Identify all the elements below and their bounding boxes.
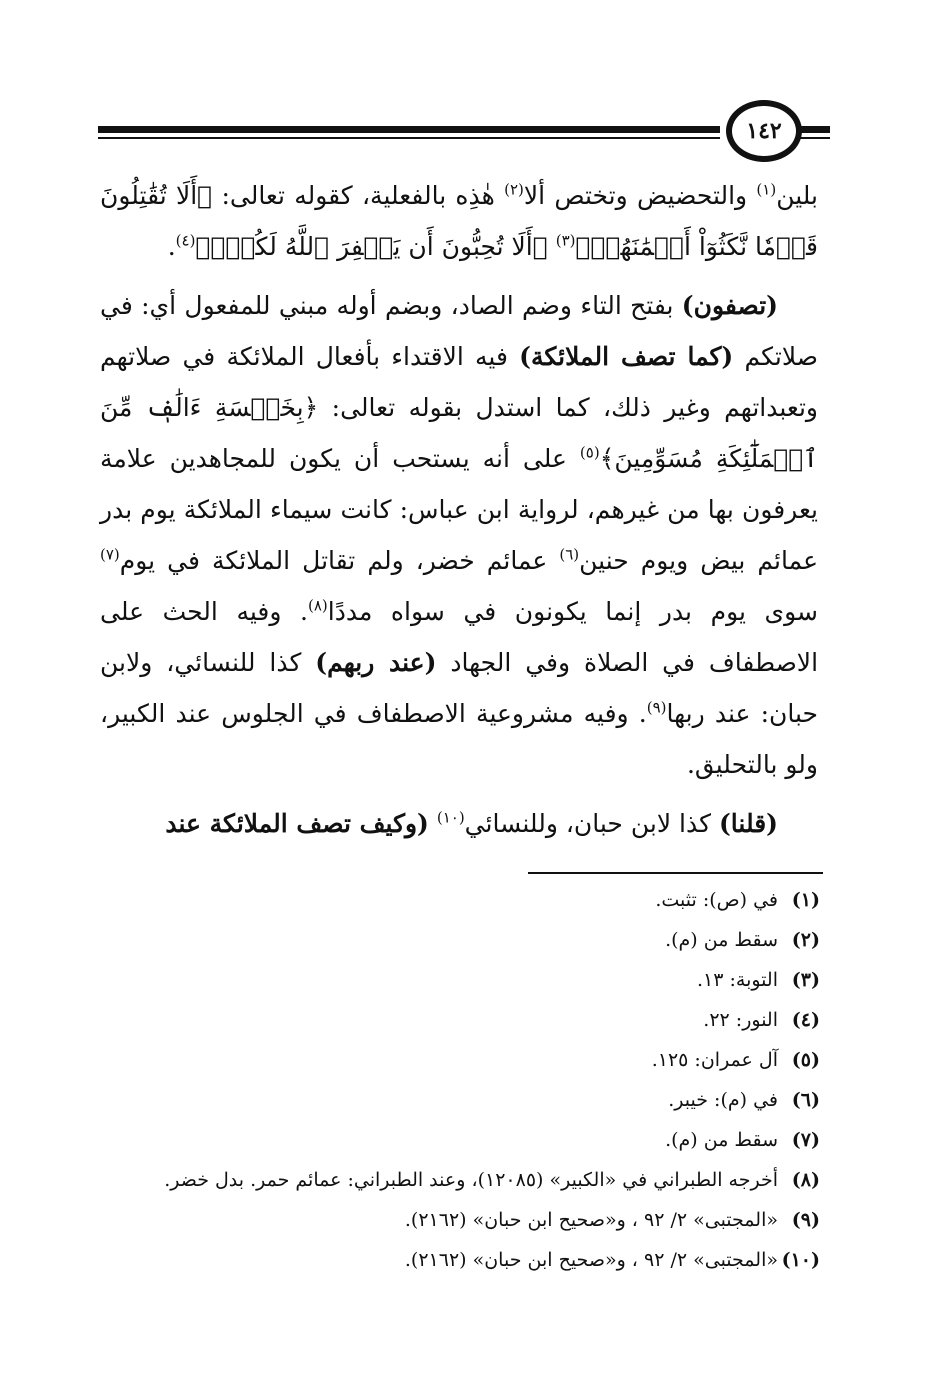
footnote-marker: (١) xyxy=(756,180,777,199)
footnote-number: (٥) xyxy=(791,1049,820,1071)
footnote-marker: (٣) xyxy=(555,231,576,250)
footnote-marker: (٨) xyxy=(307,596,328,615)
text-run: كذا للنسائي، ولابن حبان: عند ربها xyxy=(100,648,818,728)
footnote-number: (٤) xyxy=(791,1009,820,1031)
header-rule-right-thick xyxy=(800,126,830,133)
footnote-text: النور: ٢٢. xyxy=(703,1009,778,1031)
footnote-text: التوبة: ١٣. xyxy=(696,969,778,991)
footnote-text: أخرجه الطبراني في «الكبير» (١٢٠٨٥)، وعند الطبراني: عمائم حمر. بدل خضر. xyxy=(164,1169,778,1191)
footnote-item xyxy=(90,1040,820,1080)
header-rule-right-thin xyxy=(800,137,830,139)
footnote-separator xyxy=(528,872,823,874)
footnote-number: (٨) xyxy=(791,1169,820,1191)
text-run: على أنه يستحب أن يكون للمجاهدين علامة يعرفون بها من غيرهم، لرواية ابن عباس: كانت سيماء الملائكة يوم بدر عمائم بيض ويوم حنين xyxy=(100,444,818,575)
page-header xyxy=(90,100,830,170)
footnote-text: سقط من (م). xyxy=(665,1129,778,1151)
footnote-number: (٢) xyxy=(791,929,820,951)
footnote-number: (٧) xyxy=(791,1129,820,1151)
footnote-item xyxy=(90,1080,820,1120)
main-text xyxy=(100,170,818,857)
text-run: هٰذِه بالفعلية، كقوله تعالى: ﴿أَلَا تُقَٰتِلُونَ قَوۡمٗا نَّكَثُوٓاْ أَيۡمَٰنَهُمۡ﴾ xyxy=(100,181,818,261)
footnote-item xyxy=(90,920,820,960)
footnotes-list xyxy=(90,880,820,1280)
text-run: بلين xyxy=(776,181,818,210)
footnote-item xyxy=(90,960,820,1000)
text-run: . وفيه الحث على الاصطفاف في الصلاة وفي الجهاد xyxy=(100,597,819,677)
text-run: . xyxy=(167,232,176,261)
text-run: بفتح التاء وضم الصاد، وبضم أوله مبني للمفعول أي: في صلاتكم xyxy=(100,291,819,371)
paragraph xyxy=(100,280,818,790)
header-rule-thin xyxy=(98,137,720,139)
paragraph xyxy=(100,170,818,272)
footnote-item xyxy=(90,1200,820,1240)
footnote-text: «المجتبى» ٢/ ٩٢ ، و«صحيح ابن حبان» (٢١٦٢). xyxy=(404,1249,778,1271)
footnote-text: في (م): خيبر. xyxy=(668,1089,778,1111)
footnote-text: آل عمران: ١٢٥. xyxy=(651,1049,778,1071)
footnote-text: «المجتبى» ٢/ ٩٢ ، و«صحيح ابن حبان» (٢١٦٢). xyxy=(404,1209,778,1231)
footnote-marker: (٢) xyxy=(504,180,524,199)
text-run: . وفيه مشروعية الاصطفاف في الجلوس عند الكبير، ولو بالتحليق. xyxy=(100,699,818,779)
footnote-item xyxy=(90,1240,820,1280)
footnote-number: (١٠) xyxy=(781,1249,820,1271)
footnote-marker: (١٠) xyxy=(436,808,465,827)
footnote-number: (٦) xyxy=(791,1089,820,1111)
footnote-marker: (٩) xyxy=(646,698,667,717)
text-run: فيه الاقتداء بأفعال الملائكة في صلاتهم وتعبداتهم وغير ذلك، كما استدل بقوله تعالى: ﴿بِخَمۡسَةِ ءَالَٰفٖ مِّنَ ٱلۡمَلَٰٓئِكَةِ مُسَوِّمِينَ﴾ xyxy=(100,342,819,473)
footnote-item xyxy=(90,1000,820,1040)
bold-quote: (قلنا) xyxy=(718,809,778,838)
bold-quote: (تصفون) xyxy=(681,291,778,320)
page-number-badge xyxy=(726,100,802,162)
footnote-marker: (٧) xyxy=(100,545,120,564)
text-run: عمائم خضر، ولم تقاتل الملائكة في يوم xyxy=(119,546,560,575)
paragraph xyxy=(100,798,818,849)
footnote-number: (٩) xyxy=(791,1209,820,1231)
page-number: ١٤٢ xyxy=(746,118,782,144)
bold-quote: (كما تصف الملائكة) xyxy=(519,342,734,371)
footnote-text: سقط من (م). xyxy=(665,929,778,951)
footnote-item xyxy=(90,880,820,920)
footnote-marker: (٥) xyxy=(579,443,600,462)
footnote-marker: (٤) xyxy=(175,231,196,250)
text-run: سوى يوم بدر إنما يكونون في سواه مددًا xyxy=(327,597,818,626)
footnote-number: (١) xyxy=(791,889,820,911)
text-run: كذا لابن حبان، وللنسائي xyxy=(464,809,719,838)
text-run: ﴿أَلَا تُحِبُّونَ أَن يَغۡفِرَ ٱللَّهُ لَكُمۡۚ﴾ xyxy=(195,232,556,261)
footnote-text: في (ص): تثبت. xyxy=(655,889,778,911)
header-rule-thick xyxy=(98,126,720,133)
text-run: والتحضيض وتختص ألا xyxy=(523,181,757,210)
footnote-item xyxy=(90,1160,820,1200)
text-run xyxy=(429,809,437,838)
footnote-marker: (٦) xyxy=(559,545,580,564)
bold-quote: (وكيف تصف الملائكة عند xyxy=(165,809,429,838)
footnote-number: (٣) xyxy=(791,969,820,991)
footnote-item xyxy=(90,1120,820,1160)
bold-quote: (عند ربهم) xyxy=(315,648,437,677)
